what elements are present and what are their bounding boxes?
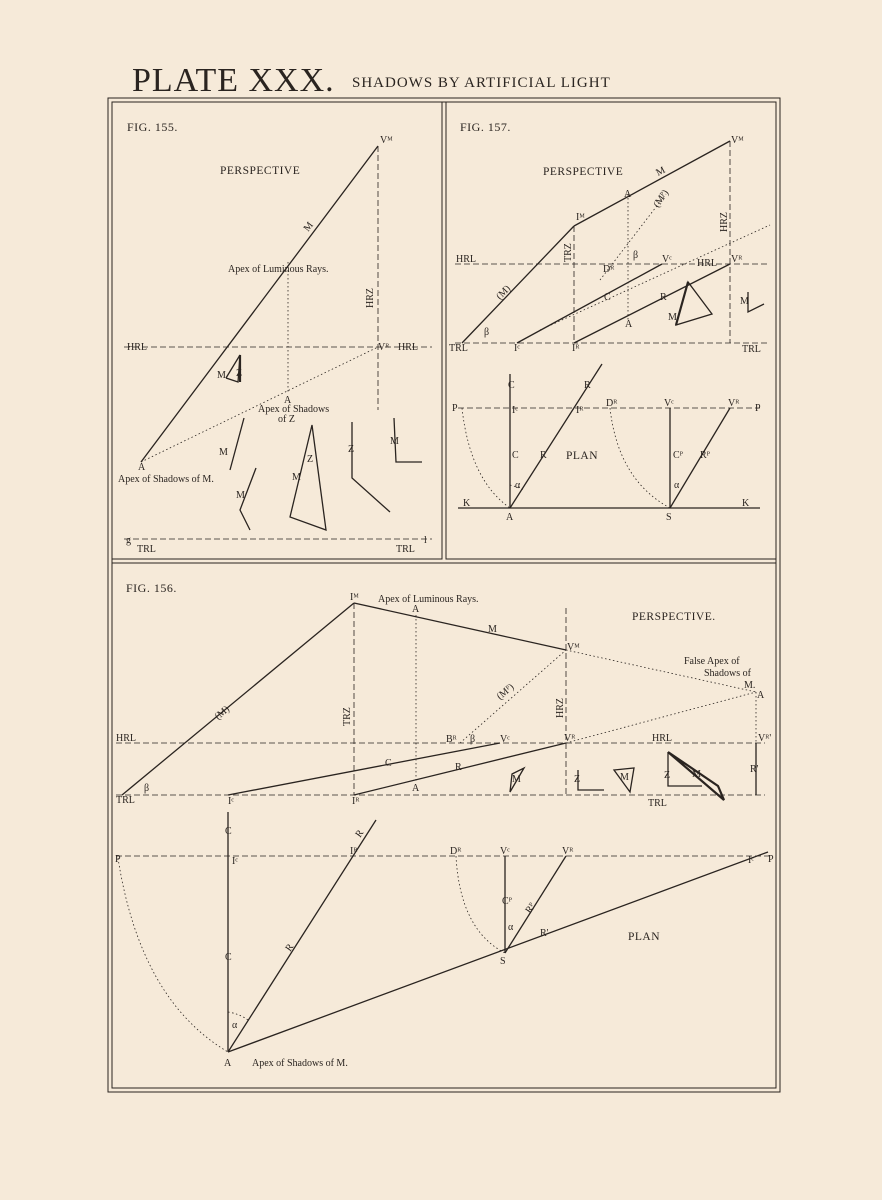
fig157-plan-vc: Vᶜ — [664, 398, 674, 409]
fig157-k-left: K — [463, 498, 471, 509]
fig157-plan-arc-left — [462, 408, 510, 508]
fig157-plan-dr: Dᴿ — [606, 398, 618, 409]
fig157-plan-c-lower: C — [512, 450, 519, 461]
fig156-hrl-right: HRL — [652, 733, 672, 744]
fig156-plan-r2: R' — [540, 928, 549, 939]
fig155-obj-m: M — [217, 370, 226, 381]
fig157-hrz-label: HRZ — [719, 212, 730, 232]
fig156-ir-label: Iᴿ — [352, 796, 360, 807]
fig155-apex-rays-label: Apex of Luminous Rays. — [228, 264, 329, 275]
fig156-apex-rays-label: Apex of Luminous Rays. — [378, 594, 479, 605]
fig156-hrz-label: HRZ — [555, 698, 566, 718]
fig155-hrl-right: HRL — [398, 342, 418, 353]
fig156-mp-label: (Mᴾ) — [494, 681, 517, 703]
fig156-a-label: A — [412, 604, 420, 615]
fig156-line-m-paren — [122, 603, 354, 795]
fig155-shadow-2-m: M — [236, 490, 245, 501]
fig155-apex-shadows-m: Apex of Shadows of M. — [118, 474, 214, 485]
fig156-r-label: R — [455, 762, 462, 773]
fig156-plan-p-right: P — [768, 854, 774, 865]
fig157-diag-dotted — [540, 225, 770, 330]
fig157-p-right: P — [755, 403, 761, 414]
fig157-line-m-lower — [462, 226, 574, 343]
fig156-vm-label: Vᴹ — [567, 642, 580, 653]
fig156-vr-label: Vᴿ — [564, 733, 576, 744]
fig155-trl-right: TRL — [396, 544, 415, 555]
fig157-shadow-small — [748, 292, 764, 312]
fig156-plan-alpha: α — [232, 1020, 238, 1031]
fig156-false-am: A — [757, 690, 765, 701]
fig155-shadow-3-z: Z — [307, 454, 314, 465]
fig157-ic-label: Iᶜ — [514, 343, 520, 354]
fig157-plan-alpha-2: α — [674, 480, 680, 491]
fig156-plan-am: A — [224, 1058, 232, 1069]
fig156-mp-line — [460, 650, 566, 743]
fig156-plan-label: PLAN — [628, 931, 661, 943]
fig156-c-label: C — [385, 758, 392, 769]
fig156-shadow-2 — [578, 770, 604, 790]
fig157-plan-vr: Vᴿ — [728, 398, 740, 409]
fig155-shadow-4 — [352, 422, 390, 512]
fig157-m-on-line: M — [654, 164, 668, 179]
fig157-r-label: R — [660, 292, 667, 303]
fig157-plan-am: A — [506, 512, 514, 523]
fig156-plan-vc: Vᶜ — [500, 846, 510, 857]
fig156-title: FIG. 156. — [126, 581, 177, 595]
fig156-br-label: Bᴿ — [446, 734, 457, 745]
fig156-line-m — [354, 603, 566, 650]
fig157-p-left: P — [452, 403, 458, 414]
fig156-plan-ir: Iᴿ — [350, 846, 358, 857]
fig156-r2-label: R' — [750, 764, 759, 775]
fig157-vc-label: Vᶜ — [662, 254, 672, 265]
fig157-beta-lower: β — [484, 327, 490, 338]
fig157-hrl-left: HRL — [456, 254, 476, 265]
fig157-trl-right: TRL — [742, 344, 761, 355]
fig156-vc-label: Vᶜ — [500, 734, 510, 745]
fig156-m-label: M — [488, 624, 497, 635]
fig156-shadow-1-m: M — [512, 774, 521, 785]
fig155-vr-label: Vᴿ — [378, 342, 390, 353]
fig156-beta-lower: β — [144, 783, 150, 794]
fig157-plan-rp: Rᴾ — [700, 450, 710, 461]
fig156-plan-dr: Dᴿ — [450, 846, 462, 857]
fig156-diagram — [115, 581, 774, 1069]
fig155-shadow-4-z: Z — [348, 444, 355, 455]
fig156-shadow-4-z: Z — [664, 770, 671, 781]
fig156-plan-c-lower: C — [225, 952, 232, 963]
fig157-line-c — [517, 264, 662, 343]
fig157-perspective-label: PERSPECTIVE — [543, 166, 624, 178]
fig156-trl-right: TRL — [648, 798, 667, 809]
fig155-obj-z: Z — [236, 368, 243, 379]
fig156-false-apex-1: False Apex of — [684, 656, 740, 667]
fig156-false-apex-2: Shadows of — [704, 668, 751, 679]
fig156-beta-upper: β — [470, 734, 476, 745]
fig155-apex-shadows-z-2: of Z — [278, 414, 295, 425]
fig156-plan-vr: Vᴿ — [562, 846, 574, 857]
fig156-az-label: A — [412, 783, 420, 794]
fig156-trz-label: TRZ — [342, 707, 353, 726]
fig156-plan-rp: Rᴾ — [523, 901, 539, 916]
fig155-m-on-line: M — [301, 220, 316, 234]
fig155-perspective-label: PERSPECTIVE — [220, 165, 301, 177]
fig157-plan-cp: Cᴾ — [673, 450, 683, 461]
fig156-ic-label: Iᶜ — [228, 796, 234, 807]
fig157-vr-label: Vᴿ — [731, 254, 743, 265]
fig156-plan-s: S — [500, 956, 506, 967]
fig157-im-label: Iᴹ — [576, 212, 585, 223]
fig156-perspective-label: PERSPECTIVE. — [632, 611, 716, 623]
fig156-plan-alpha-arc — [228, 1012, 248, 1020]
plate-subtitle: SHADOWS BY ARTIFICIAL LIGHT — [352, 75, 611, 91]
fig155-diagram — [118, 120, 432, 555]
fig156-shadow-3-m: M — [620, 772, 629, 783]
fig156-plan-c-upper: C — [225, 826, 232, 837]
fig155-shadow-5-m: M — [390, 436, 399, 447]
fig156-apex-shadows-m: Apex of Shadows of M. — [252, 1058, 348, 1069]
fig156-plan-arc-left — [118, 858, 228, 1052]
fig155-az-label: A — [284, 395, 292, 406]
fig156-trl-left: TRL — [116, 795, 135, 806]
fig157-hrl-right: HRL — [697, 258, 717, 269]
fig155-shadow-1 — [230, 418, 244, 470]
fig157-line-m-upper — [574, 141, 730, 226]
fig156-shadow-5-m: M — [692, 769, 701, 780]
fig157-plan-ic: Iᶜ — [512, 405, 518, 416]
fig157-line-r — [574, 264, 730, 343]
fig157-plan-label: PLAN — [566, 450, 599, 462]
fig156-plan-r-upper: R — [353, 827, 367, 840]
fig155-apex-shadows-z-1: Apex of Shadows — [258, 404, 330, 415]
fig155-g-label: g — [126, 535, 131, 546]
fig157-title: FIG. 157. — [460, 120, 511, 134]
fig156-shadow-2-z: Z — [574, 774, 581, 785]
fig157-plan-r-upper: R — [584, 380, 591, 391]
plate-title: PLATE XXX. — [132, 62, 335, 99]
fig155-am-label: A — [138, 462, 146, 473]
fig157-ir-label: Iᴿ — [572, 343, 580, 354]
fig155-title: FIG. 155. — [127, 120, 178, 134]
fig157-shadow-small-m: M — [740, 296, 749, 307]
fig156-false-apex-3: M. — [744, 680, 756, 691]
fig155-hrl-left: HRL — [127, 342, 147, 353]
fig157-beta-upper: β — [633, 250, 639, 261]
fig157-plan-r-lower: R — [540, 450, 547, 461]
fig157-m-paren-label: (M) — [494, 283, 513, 303]
fig155-hrz-label: HRZ — [365, 288, 376, 308]
fig155-l-label: l — [424, 535, 427, 546]
fig155-trl-left: TRL — [137, 544, 156, 555]
fig157-plan-c-upper: C — [508, 380, 515, 391]
fig157-plan-alpha: α — [515, 480, 521, 491]
fig156-m-paren-label: (M) — [212, 703, 232, 723]
fig157-diagram — [449, 120, 770, 523]
fig157-a-label: A — [624, 189, 632, 200]
fig157-dr-label: Dᴿ — [603, 264, 615, 275]
fig156-plan-alpha-2: α — [508, 922, 514, 933]
fig155-vm-label: Vᴹ — [380, 135, 393, 146]
fig157-plan-arc-right — [610, 408, 670, 508]
panel-fig156 — [112, 563, 776, 1088]
fig156-plan-ic: Iᶜ — [232, 856, 238, 867]
fig156-im-label: Iᴹ — [350, 592, 359, 603]
fig156-plan-arc-right — [456, 856, 505, 953]
fig157-k-right: K — [742, 498, 750, 509]
fig156-plan-r-lower: R — [283, 941, 297, 954]
fig157-trl-left: TRL — [449, 343, 468, 354]
fig157-c-label: C — [604, 292, 611, 303]
fig157-trz-label: TRZ — [563, 243, 574, 262]
fig156-plan-r2-line — [228, 852, 768, 1052]
fig157-az-label: A — [625, 319, 633, 330]
fig156-hrl-left: HRL — [116, 733, 136, 744]
fig157-plan-s: S — [666, 512, 672, 523]
fig157-mp-label: (Mᴾ) — [651, 187, 672, 210]
fig155-shadow-1-m: M — [219, 447, 228, 458]
fig155-shadow-3-m: M — [292, 472, 301, 483]
fig157-plan-ir: Iᴿ — [576, 405, 584, 416]
fig157-shadow-tri-m: M — [668, 312, 677, 323]
fig157-vm-label: Vᴹ — [731, 135, 744, 146]
fig156-plan-ic2: Iᶜ — [748, 855, 754, 866]
fig156-vr2-label: Vᴿ' — [758, 733, 772, 744]
fig156-plan-cp: Cᴾ — [502, 896, 512, 907]
fig156-plan-p-left: P — [115, 854, 121, 865]
